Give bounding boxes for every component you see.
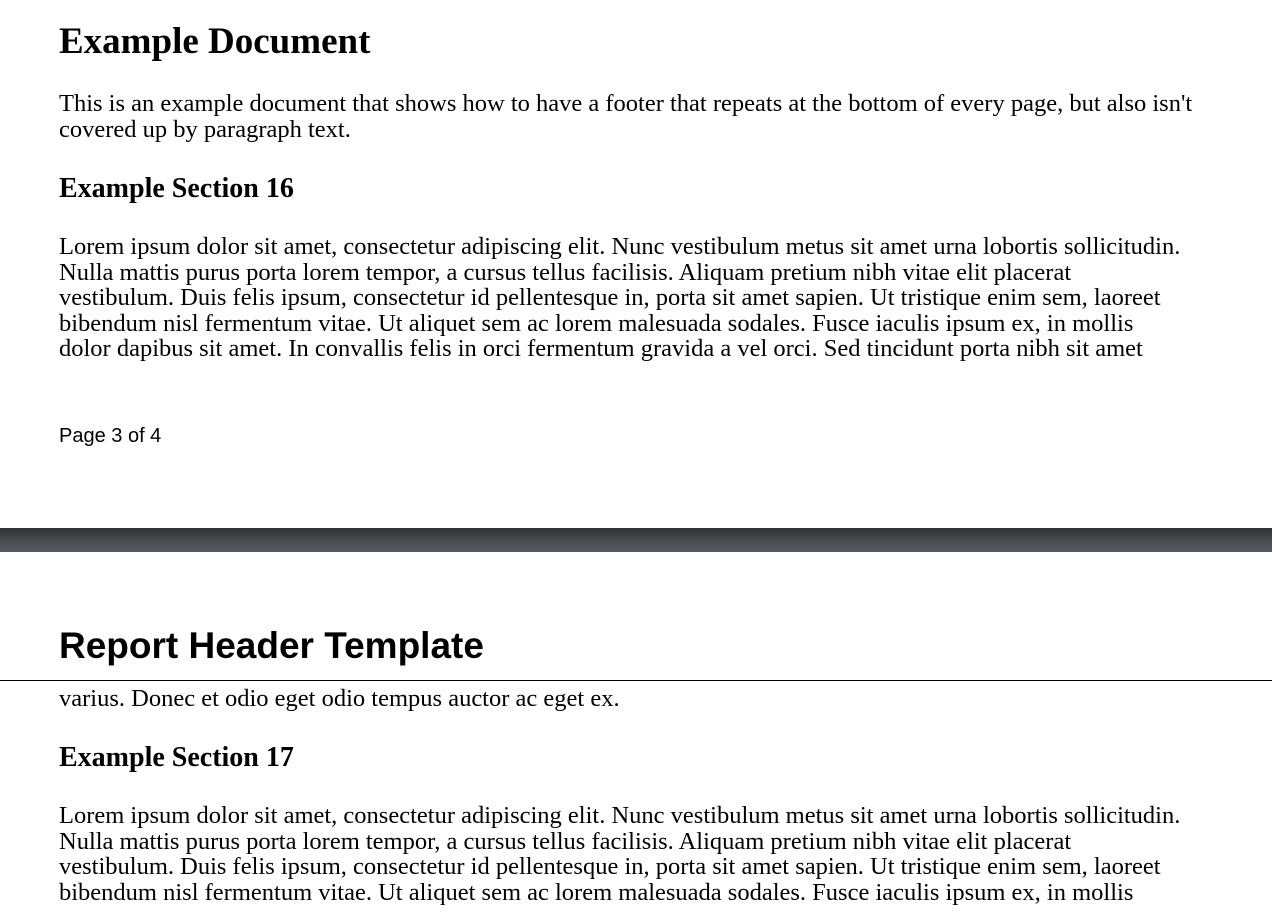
section-heading-17: Example Section 17 <box>59 742 294 773</box>
paragraph-line: dolor dapibus sit amet. In convallis felis in orci fermentum gravida a vel orci. Sed tincidunt porta nibh sit amet <box>59 335 1143 362</box>
paragraph-line: vestibulum. Duis felis ipsum, consectetur id pellentesque in, porta sit amet sapien. Ut tristique enim sem, laoreet <box>59 284 1161 311</box>
paragraph-line: Nulla mattis purus porta lorem tempor, a cursus tellus facilisis. Aliquam pretium nibh vitae elit placerat <box>59 258 1072 286</box>
paragraph-line: Lorem ipsum dolor sit amet, consectetur adipiscing elit. Nunc vestibulum metus sit amet urna lobortis sollicitudin. <box>59 802 1181 829</box>
intro-paragraph: This is an example document that shows how to have a footer that repeats at the bottom of every page, but also isn't covered up by paragraph text. <box>59 90 1193 143</box>
section-heading-16: Example Section 16 <box>59 173 294 204</box>
paragraph-line: Lorem ipsum dolor sit amet, consectetur adipiscing elit. Nunc vestibulum metus sit amet urna lobortis sollicitudin. <box>59 233 1181 260</box>
section-16-paragraph <box>59 234 1264 362</box>
document-page-4 <box>0 552 1272 914</box>
report-header: Report Header Template <box>59 625 484 666</box>
document-title: Example Document <box>59 21 371 62</box>
section-17-paragraph <box>59 803 1264 905</box>
header-divider <box>0 680 1272 681</box>
paragraph-line: vestibulum. Duis felis ipsum, consectetur id pellentesque in, porta sit amet sapien. Ut tristique enim sem, laoreet <box>59 853 1161 880</box>
page-footer: Page 3 of 4 <box>59 425 162 447</box>
paragraph-line: bibendum nisl fermentum vitae. Ut aliquet sem ac lorem malesuada sodales. Fusce iaculis ipsum ex, in mollis <box>59 309 1134 337</box>
page-break-separator <box>0 528 1272 552</box>
paragraph-line: Nulla mattis purus porta lorem tempor, a cursus tellus facilisis. Aliquam pretium nibh vitae elit placerat <box>59 827 1072 855</box>
continued-paragraph: varius. Donec et odio eget odio tempus auctor ac eget ex. <box>59 685 620 712</box>
paragraph-line: bibendum nisl fermentum vitae. Ut aliquet sem ac lorem malesuada sodales. Fusce iaculis ipsum ex, in mollis <box>59 878 1134 906</box>
